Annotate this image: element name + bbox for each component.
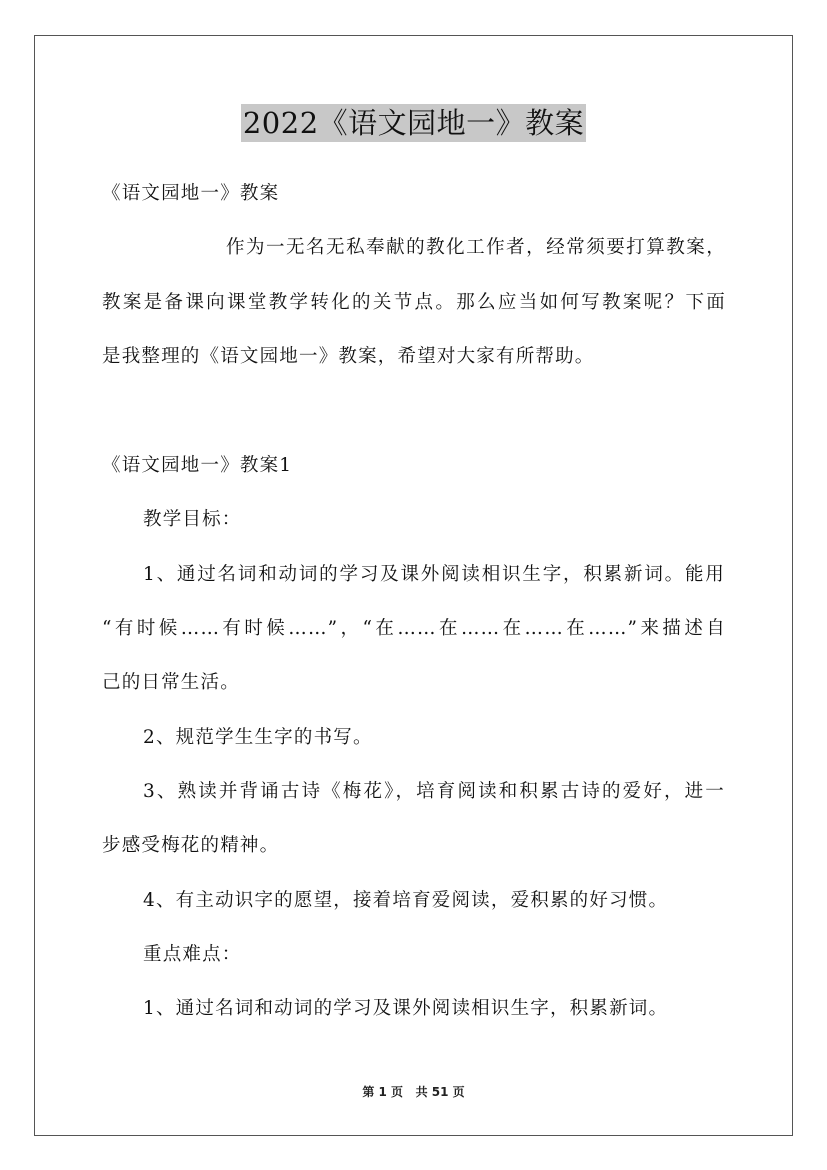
intro-line-2: 教案是备课向课堂教学转化的关节点。那么应当如何写教案呢？下面 — [102, 292, 726, 313]
page-footer: 第 1 页 共 51 页 — [362, 1085, 465, 1099]
intro-line-3: 是我整理的《语文园地一》教案，希望对大家有所帮助。 — [102, 346, 595, 367]
goal-3-line-2: 步感受梅花的精神。 — [102, 835, 280, 856]
title-container — [0, 104, 827, 142]
goal-1-line-2: “有时候……有时候……”，“在……在……在……在……”来描述自 — [102, 618, 726, 639]
teaching-goals-heading: 教学目标： — [143, 509, 242, 530]
section-heading: 《语文园地一》教案1 — [102, 455, 293, 476]
subtitle-line: 《语文园地一》教案 — [102, 183, 280, 204]
intro-line-1: 作为一无名无私奉献的教化工作者，经常须要打算教案， — [226, 237, 726, 258]
key-points-heading: 重点难点： — [143, 944, 242, 965]
goal-1-line-3: 己的日常生活。 — [102, 672, 240, 693]
goal-4: 4、有主动识字的愿望，接着培育爱阅读，爱积累的好习惯。 — [143, 890, 669, 911]
goal-2: 2、规范学生生字的书写。 — [143, 727, 373, 748]
key-point-1: 1、通过名词和动词的学习及课外阅读相识生字，积累新词。 — [143, 998, 669, 1019]
goal-3-line-1: 3、熟读并背诵古诗《梅花》，培育阅读和积累古诗的爱好，进一 — [143, 781, 725, 802]
document-title: 2022《语文园地一》教案 — [242, 106, 585, 140]
goal-1-line-1: 1、通过名词和动词的学习及课外阅读相识生字，积累新词。能用 — [143, 564, 725, 585]
